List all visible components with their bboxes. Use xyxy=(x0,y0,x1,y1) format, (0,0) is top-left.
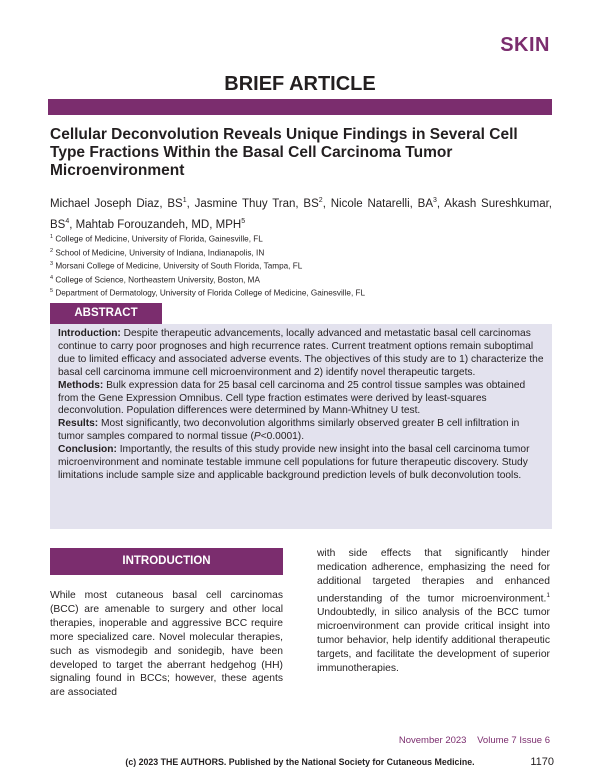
author-2: Jasmine Thuy Tran, $BS^2$, xyxy=(194,197,331,210)
author-5: Mahtab Forouzandeh, MD, MPH$^5$ xyxy=(75,217,246,231)
right-column xyxy=(317,547,550,676)
affiliation-4: $^4$ College of Science, Northeastern University, Boston, MA xyxy=(50,274,260,285)
title-divider-bar xyxy=(48,99,552,115)
author-4: Akash Sureshkumar, $BS^4$, xyxy=(50,197,553,231)
abstract-results: Results: Most significantly, two deconvolution algorithms similarly observed greater B cell infiltration in tumor samples compared to normal tissue (P<0.0001). xyxy=(58,418,520,443)
copyright-footer: (c) 2023 THE AUTHORS. Published by the National Society for Cutaneous Medicine. xyxy=(125,757,475,767)
abstract-introduction: Introduction: Despite therapeutic advancements, locally advanced and metastatic basal cell carcinomas continue to carry poor prognoses and high recurrence rates. Current treatment options remain suboptimal due to limited efficacy and associated adverse events. The objectives of this study are to 1) characterize the basal cell carcinoma immune cell microenvironment and 2) identify novel therapeutic targets. xyxy=(58,328,544,378)
issue-date: November 2023 xyxy=(398,735,467,746)
abstract-heading: ABSTRACT xyxy=(50,303,162,324)
issue-info xyxy=(391,735,550,746)
introduction-heading: INTRODUCTION xyxy=(50,548,283,575)
affiliation-5: $^5$ Department of Dermatology, University of Florida College of Medicine, Gainesville, FL xyxy=(50,288,366,298)
article-title: Cellular Deconvolution Reveals Unique Findings in Several Cell Type Fractions Within the Basal Cell Carcinoma Tumor Microenvironment xyxy=(50,126,518,179)
introduction-paragraph-right: with side effects that significantly hinder medication adherence, emphasizing the need for additional targeted therapies and enhanced understanding of the tumor microenvironment.$^1$ Undoubtedly, in silico analysis of the BCC tumor microenvironment can provide critical insight into tumor behavior, help identify additional therapeutic targets, and facilitate the development of superior immunotherapies. xyxy=(317,548,550,674)
affiliation-3: $^3$ Morsani College of Medicine, University of South Florida, Tampa, FL xyxy=(50,261,303,271)
abstract-conclusion: Conclusion: Importantly, the results of this study provide new insight into the basal cell carcinoma tumor microenvironment and nominate testable immune cell populations for future therapeutic discovery. Study limitations include sample size and applicable background prediction levels of bulk deconvolution tools. xyxy=(58,444,530,481)
abstract-box xyxy=(50,324,552,529)
left-column xyxy=(50,548,283,700)
abstract-methods: Methods: Bulk expression data for 25 basal cell carcinoma and 25 control tissue samples was obtained from the Gene Expression Omnibus. Cell type fraction estimates were derived by least-squares deconvolution. Population differences were determined by Mann-Whitney U test. xyxy=(58,379,526,417)
affiliation-list xyxy=(50,232,552,300)
author-3: Nicole Natarelli, $BA^3$, xyxy=(330,197,445,210)
introduction-paragraph-left: While most cutaneous basal cell carcinomas (BCC) are amenable to surgery and other local therapies, inoperable and aggressive BCC require more specialized care. Novel molecular therapies, such as vismodegib and sonidegib, have been developed to target the aberrant hedgehog (HH) signaling found in BCCs; however, these agents are associated xyxy=(50,590,283,699)
author-list xyxy=(50,192,552,234)
journal-name: SKIN xyxy=(500,34,550,56)
article-type-heading: BRIEF ARTICLE xyxy=(224,73,376,95)
page-number: 1170 xyxy=(530,756,554,768)
affiliation-1: $^1$ College of Medicine, University of Florida, Gainesville, FL xyxy=(50,234,263,244)
author-1: Michael Joseph Diaz, $BS^1$, xyxy=(50,197,195,210)
affiliation-2: $^2$ School of Medicine, University of Indiana, Indianapolis, IN xyxy=(50,247,265,258)
issue-volume: Volume 7 Issue 6 xyxy=(477,735,550,746)
